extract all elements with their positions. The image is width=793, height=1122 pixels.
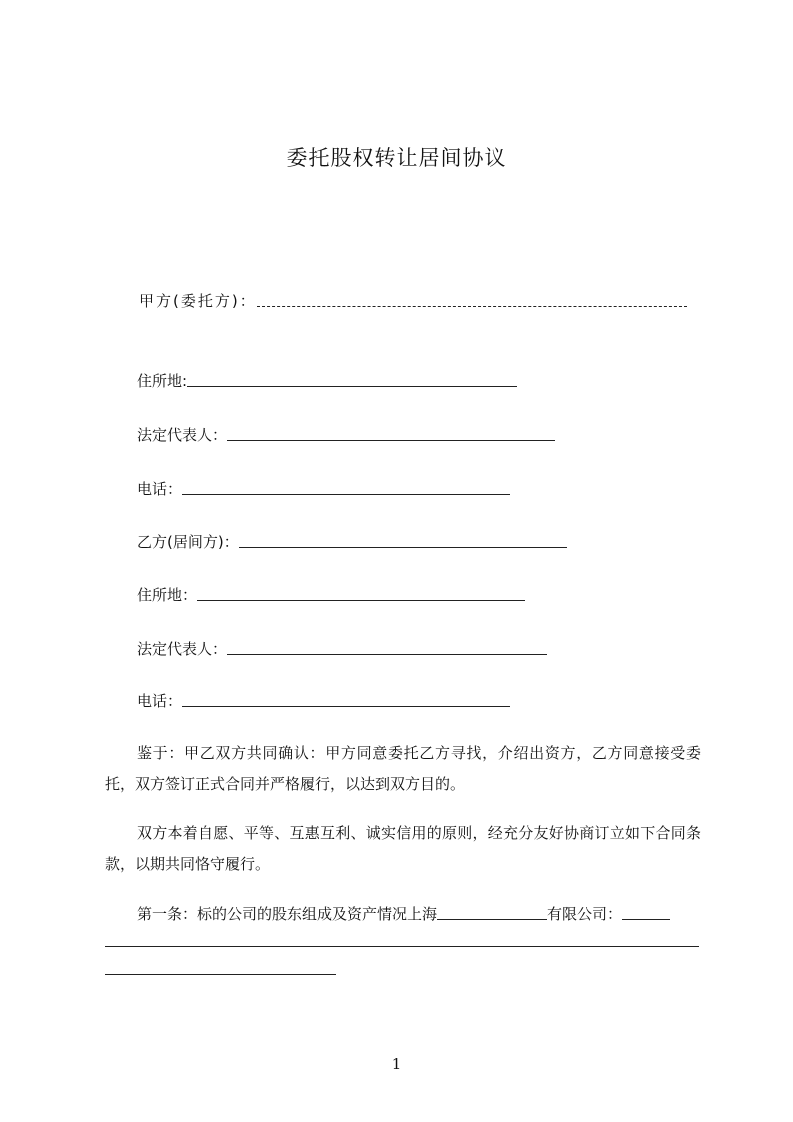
party-a-label: 甲方(委托方)： xyxy=(139,292,257,310)
party-b-rep-blank[interactable] xyxy=(227,653,547,655)
document-title: 委托股权转让居间协议 xyxy=(286,146,507,170)
article-1-line xyxy=(137,903,670,924)
party-b-rep-label: 法定代表人： xyxy=(137,640,228,658)
party-b-blank[interactable] xyxy=(239,546,567,548)
party-a-phone-label: 电话： xyxy=(137,480,183,498)
party-a-phone-blank[interactable] xyxy=(182,493,510,495)
party-a-blank[interactable] xyxy=(257,305,687,307)
party-a-rep-line xyxy=(137,424,555,445)
party-b-address-label: 住所地： xyxy=(137,586,198,604)
party-b-address-blank[interactable] xyxy=(197,599,525,601)
page-number: 1 xyxy=(391,1055,402,1073)
party-a-address-label: 住所地: xyxy=(137,372,188,390)
company-name-blank[interactable] xyxy=(437,918,547,920)
party-b-line xyxy=(137,531,567,552)
party-a-line xyxy=(139,290,687,311)
party-b-phone-label: 电话： xyxy=(137,692,183,710)
party-a-address-line xyxy=(137,370,517,391)
party-a-phone-line xyxy=(137,478,510,499)
party-b-rep-line xyxy=(137,638,547,659)
article-1-blank-end[interactable] xyxy=(622,918,670,920)
party-a-rep-blank[interactable] xyxy=(227,439,555,441)
article-1-text-b: 有限公司： xyxy=(547,905,623,923)
party-a-rep-label: 法定代表人： xyxy=(137,426,228,444)
party-b-phone-line xyxy=(137,690,510,711)
principles-paragraph: 双方本着自愿、平等、互惠互利、诚实信用的原则，经充分友好协商订立如下合同条款，以期共同恪守履行。 xyxy=(105,824,701,873)
party-b-label: 乙方(居间方)： xyxy=(137,533,239,551)
article-1-blank-line-2[interactable] xyxy=(105,974,336,975)
recital-paragraph: 鉴于：甲乙双方共同确认：甲方同意委托乙方寻找，介绍出资方，乙方同意接受委托，双方签订正式合同并严格履行，以达到双方目的。 xyxy=(105,744,701,793)
article-1-text-a: 第一条：标的公司的股东组成及资产情况上海 xyxy=(137,905,438,923)
party-b-address-line xyxy=(137,584,525,605)
article-1-blank-line-1[interactable] xyxy=(105,946,699,947)
party-a-address-blank[interactable] xyxy=(187,385,517,387)
party-b-phone-blank[interactable] xyxy=(182,705,510,707)
